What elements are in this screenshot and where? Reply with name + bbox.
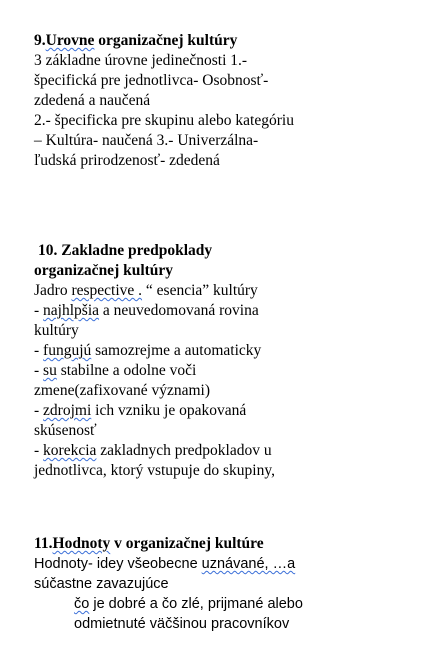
text-run: Hodnoty- idey všeobecne [34, 556, 202, 572]
spellcheck-word: su [43, 362, 57, 379]
section-10-heading-cont: organizačnej kultúry [34, 262, 174, 279]
text-line: – Kultúra- naučená 3.- Univerzálna- [34, 132, 259, 149]
text-run: je dobré a čo zlé, prijmané alebo [89, 596, 303, 612]
text-run: - [34, 362, 44, 379]
spellcheck-word: najhlpšia [43, 302, 100, 319]
text-line: súčastne zavazujúce [34, 576, 169, 592]
text-line: 2.- špecificka pre skupinu alebo kategóriu [34, 112, 294, 129]
text-line [34, 554, 429, 574]
spellcheck-word: čo [74, 596, 90, 612]
text-line [34, 401, 429, 421]
text-line [34, 441, 429, 461]
heading-number: 11. [34, 535, 53, 552]
section-11-heading [34, 534, 429, 554]
text-run: - [34, 342, 44, 359]
text-run: stabilne a odolne voči [56, 362, 197, 379]
heading-text: organizačnej kultúry [94, 32, 238, 49]
text-run: samozrejme a automaticky [91, 342, 262, 359]
text-run: a neuvedomovaná rovina [99, 302, 259, 319]
spellcheck-word: respective . [71, 282, 143, 299]
text-line: ľudská prirodzenosť- zdedená [34, 152, 220, 169]
text-line [34, 341, 429, 361]
text-run: - [34, 442, 44, 459]
text-line [34, 594, 429, 614]
heading-text: v organizačnej kultúre [110, 535, 264, 552]
text-line: skúsenosť [34, 422, 97, 439]
spellcheck-word: fungujú [43, 342, 92, 359]
text-line: špecifická pre jednotlivca- Osobnosť- [34, 72, 269, 89]
spellcheck-word: zdrojmi [43, 402, 92, 419]
section-10 [34, 241, 429, 481]
text-line [34, 301, 429, 321]
text-run: - [34, 402, 44, 419]
text-line: kultúry [34, 322, 79, 339]
text-run: Jadro [34, 282, 72, 299]
text-run: zakladnych predpokladov u [96, 442, 272, 459]
section-9-heading [34, 31, 429, 51]
section-9 [34, 31, 429, 171]
text-line: 3 základne úrovne jedinečnosti 1.- [34, 52, 248, 69]
text-run: ich vzniku je opakovaná [91, 402, 247, 419]
section-11 [34, 534, 429, 634]
spellcheck-word: korekcia [43, 442, 97, 459]
text-run: “ esencia” kultúry [142, 282, 258, 299]
section-10-heading: 10. Zakladne predpoklady [38, 242, 213, 259]
text-line: jednotlivca, ktorý vstupuje do skupiny, [34, 462, 275, 479]
text-line: odmietnuté väčšinou pracovníkov [74, 616, 290, 632]
text-line [34, 281, 429, 301]
spellcheck-word: Urovne [45, 32, 95, 49]
text-line: zmene(zafixované význami) [34, 382, 211, 399]
text-line: zdedená a naučená [34, 92, 151, 109]
text-run: - [34, 302, 44, 319]
heading-number: 9. [34, 32, 46, 49]
text-line [34, 361, 429, 381]
spellcheck-word: Hodnoty [52, 535, 111, 552]
spellcheck-word: uznávané, …a [201, 556, 296, 572]
